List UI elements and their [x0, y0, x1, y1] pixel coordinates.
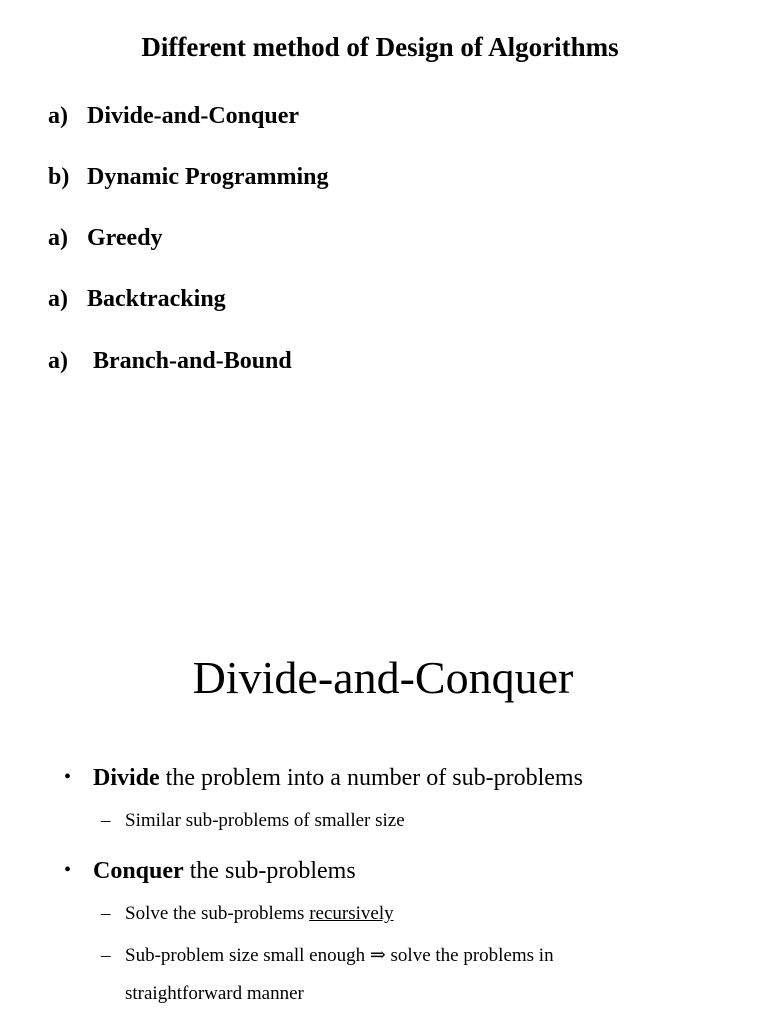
method-label: Backtracking: [87, 286, 226, 312]
bullet-keyword: Divide: [93, 765, 160, 791]
dash-icon: –: [101, 810, 111, 831]
bullet-icon: •: [64, 859, 72, 881]
list-marker: b): [48, 164, 70, 190]
sub-bullet-item: [101, 802, 621, 840]
method-label: Branch-and-Bound: [93, 348, 292, 374]
sub-bullet-text: Solve the sub-problems recursively: [125, 903, 394, 924]
sub-bullet-text: Sub-problem size small enough ⇒ solve the problems in straightforward manner: [125, 945, 554, 1004]
underlined-term: recursively: [309, 903, 394, 924]
method-item: [48, 161, 329, 193]
bullet-keyword: Conquer: [93, 858, 184, 884]
list-marker: a): [48, 225, 68, 251]
page-title: Different method of Design of Algorithms: [141, 32, 619, 62]
bullet-text: the problem into a number of sub-problems: [159, 765, 583, 791]
bullet-icon: •: [64, 766, 72, 788]
sub-bullet-item: [101, 895, 621, 933]
method-label: Dynamic Programming: [87, 164, 329, 190]
bullet-text: the sub-problems: [183, 858, 356, 884]
method-item: [48, 283, 226, 315]
method-item: [48, 345, 292, 377]
section-title: Divide-and-Conquer: [192, 652, 574, 703]
list-marker: a): [48, 348, 68, 374]
method-label: Divide-and-Conquer: [87, 103, 300, 129]
sub-bullet-item: [101, 937, 621, 1013]
list-marker: a): [48, 286, 68, 312]
list-marker: a): [48, 103, 68, 129]
dash-icon: –: [101, 903, 111, 924]
bullet-item: [64, 854, 356, 887]
bullet-item: [64, 761, 583, 794]
sub-bullet-text: Similar sub-problems of smaller size: [125, 810, 405, 831]
method-item: [48, 222, 163, 254]
dash-icon: –: [101, 945, 111, 966]
method-item: [48, 100, 299, 132]
method-label: Greedy: [87, 225, 163, 251]
